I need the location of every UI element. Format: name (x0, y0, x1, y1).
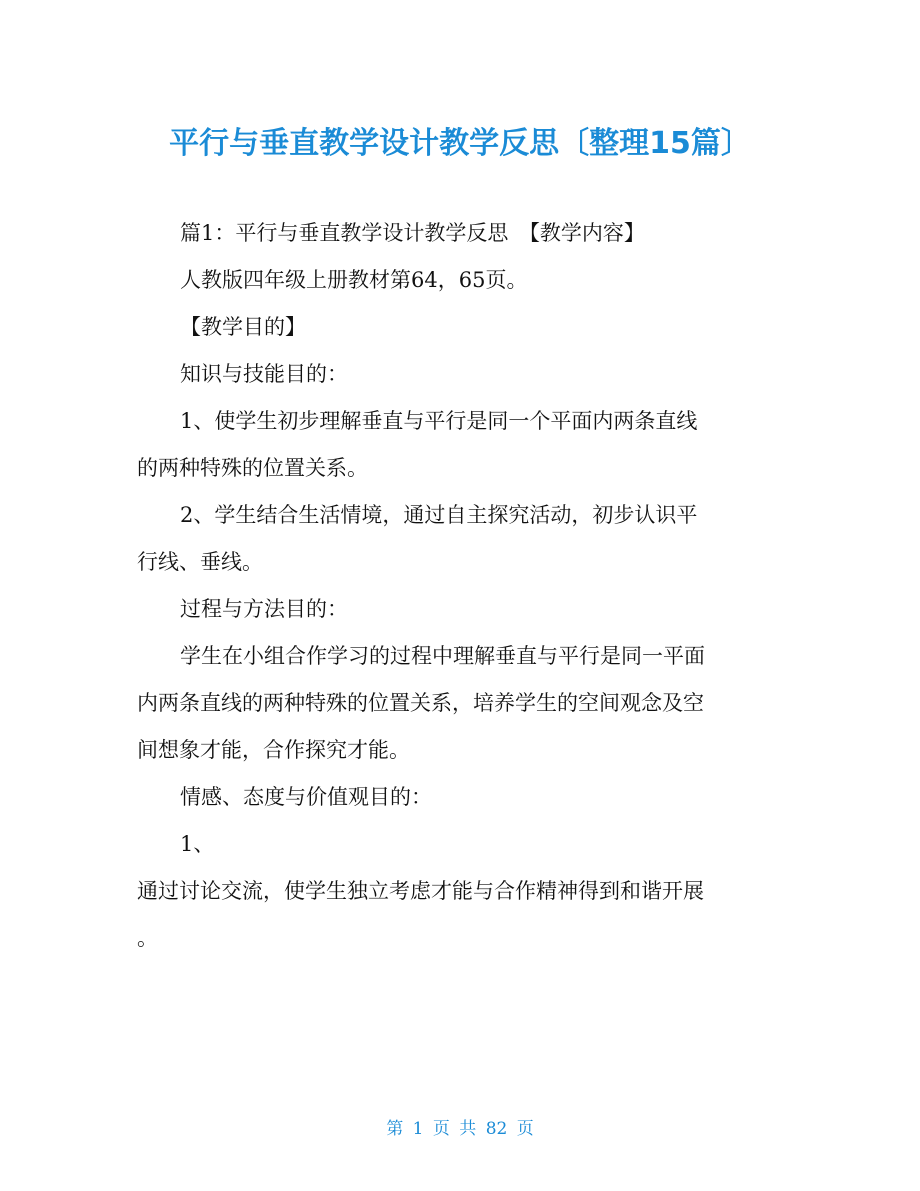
paragraph-line: 通过讨论交流，使学生独立考虑才能与合作精神得到和谐开展 (137, 879, 704, 903)
page-footer: 第 1 页 共 82 页 (386, 1119, 534, 1139)
paragraph-line: 学生在小组合作学习的过程中理解垂直与平行是同一平面 (180, 644, 705, 668)
paragraph-line: 2、学生结合生活情境，通过自主探究活动，初步认识平 (180, 503, 698, 527)
paragraph-line: 行线、垂线。 (137, 550, 263, 574)
subsection-heading: 知识与技能目的： (180, 362, 348, 386)
paragraph-line: 篇1：平行与垂直教学设计教学反思 【教学内容】 (180, 221, 645, 245)
paragraph-line: 。 (137, 926, 158, 950)
paragraph-line: 1、 (180, 832, 215, 856)
paragraph-line: 人教版四年级上册教材第64，65页。 (180, 268, 528, 292)
paragraph-line: 内两条直线的两种特殊的位置关系，培养学生的空间观念及空 (137, 691, 704, 715)
section-heading: 【教学目的】 (180, 315, 306, 339)
paragraph-line: 1、使学生初步理解垂直与平行是同一个平面内两条直线 (180, 409, 698, 433)
paragraph-line: 的两种特殊的位置关系。 (137, 456, 368, 480)
subsection-heading: 情感、态度与价值观目的： (180, 785, 432, 809)
document-title: 平行与垂直教学设计教学反思〔整理15篇〕 (169, 126, 751, 161)
paragraph-line: 间想象才能，合作探究才能。 (137, 738, 410, 762)
subsection-heading: 过程与方法目的： (180, 597, 348, 621)
